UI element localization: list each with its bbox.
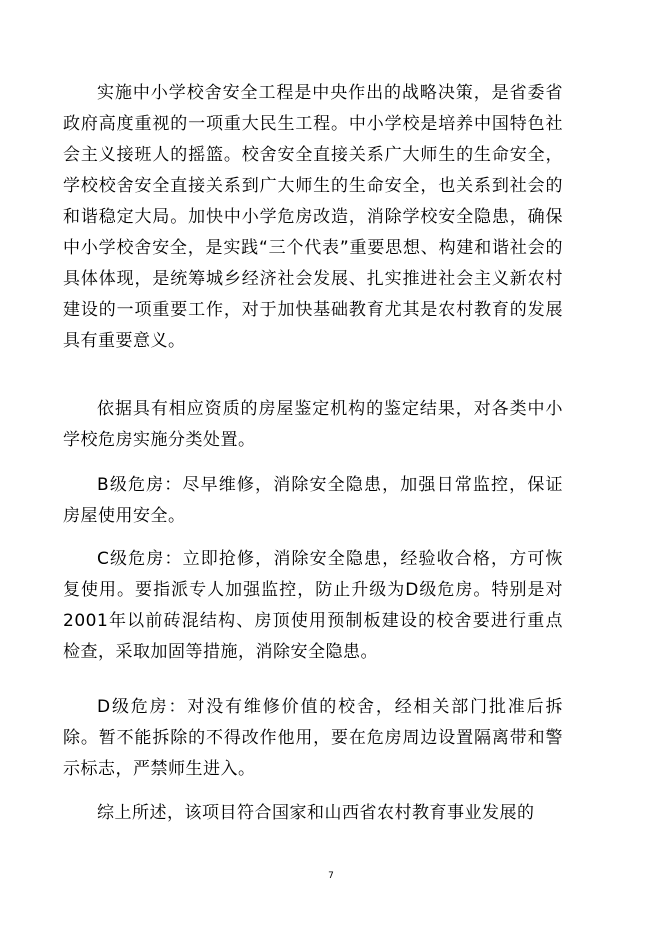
paragraph-grade-b: B级危房：尽早维修，消除安全隐患，加强日常监控，保证房屋使用安全。 xyxy=(63,475,563,526)
paragraph-classification: 依据具有相应资质的房屋鉴定机构的鉴定结果，对各类中小学校危房实施分类处置。 xyxy=(63,399,563,450)
paragraph-intro: 实施中小学校舍安全工程是中央作出的战略决策，是省委省政府高度重视的一项重大民生工程。中小学校是培养中国特色社会主义接班人的摇篮。校舍安全直接关系广大师生的生命安全，学校校舍安全直接关系到广大师生的生命安全，也关系到社会的和谐稳定大局。加快中小学危房改造，消除学校安全隐患，确保中小学校舍安全，是实践“三个代表”重要思想、构建和谐社会的具体体现，是统筹城乡经济社会发展、扎实推进社会主义新农村建设的一项重要工作，对于加快基础教育尤其是农村教育的发展具有重要意义。 xyxy=(63,83,563,351)
paragraph-grade-d: D级危房：对没有维修价值的校舍，经相关部门批准后拆除。暂不能拆除的不得改作他用，要在危房周边设置隔离带和警示标志，严禁师生进入。 xyxy=(63,697,563,779)
paragraph-grade-c: C级危房：立即抢修，消除安全隐患，经验收合格，方可恢复使用。要指派专人加强监控，防止升级为D级危房。特别是对2001年以前砖混结构、房顶使用预制板建设的校舍要进行重点检查，采取加固等措施，消除安全隐患。 xyxy=(63,549,563,662)
page-number: 7 xyxy=(328,871,334,881)
paragraph-conclusion: 综上所述，该项目符合国家和山西省农村教育事业发展的 xyxy=(97,803,535,823)
